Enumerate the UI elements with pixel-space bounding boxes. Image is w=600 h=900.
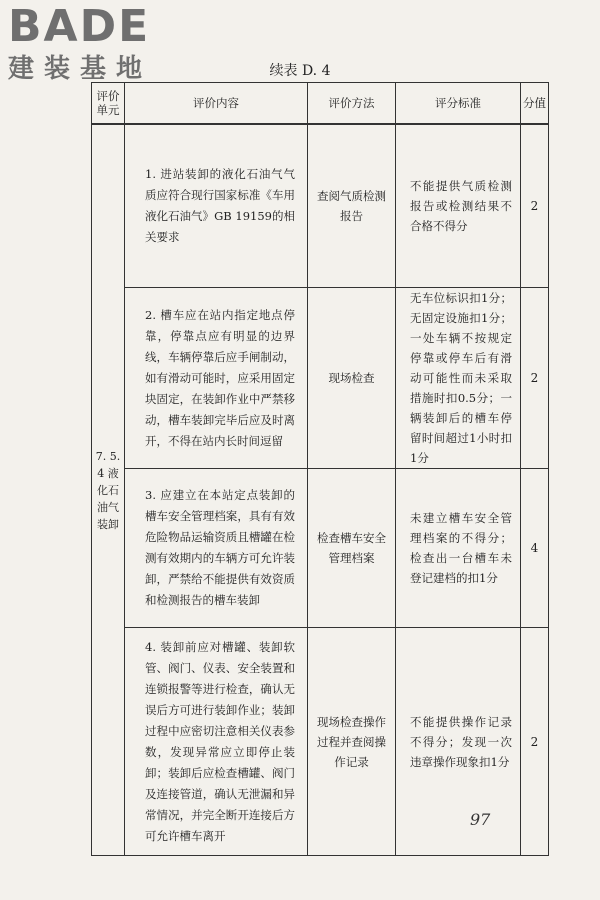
header-method: 评价方法	[308, 83, 396, 125]
table-header-row	[92, 83, 549, 125]
table-row	[92, 469, 549, 628]
page-number: 97	[470, 810, 491, 829]
table-row	[92, 124, 549, 288]
score-cell: 2	[521, 124, 549, 288]
header-standard: 评分标准	[396, 83, 521, 125]
score-cell: 4	[521, 469, 549, 628]
content-cell: 2. 槽车应在站内指定地点停靠，停靠点应有明显的边界线，车辆停靠后应手闸制动，如有滑动可能时，应采用固定块固定，在装卸作业中严禁移动，槽车装卸完毕后应及时离开，不得在站内长时间逗留	[125, 288, 308, 469]
logo-subtitle: 建装基地	[8, 54, 153, 84]
header-score: 分值	[521, 83, 549, 125]
header-content: 评价内容	[125, 83, 308, 125]
logo	[8, 1, 178, 94]
method-cell: 检查槽车安全管理档案	[308, 469, 396, 628]
method-cell: 现场检查操作过程并查阅操作记录	[308, 628, 396, 856]
table-caption: 续表 D. 4	[269, 63, 331, 79]
evaluation-table	[91, 82, 549, 856]
logo-wordmark: BADE	[8, 1, 151, 52]
standard-cell: 不能提供操作记录不得分；发现一次违章操作现象扣1分	[396, 628, 521, 856]
score-cell: 2	[521, 628, 549, 856]
standard-cell: 无车位标识扣1分；无固定设施扣1分；一处车辆不按规定停靠或停车后有滑动可能性而未采取措施时扣0.5分；一辆装卸后的槽车停留时间超过1小时扣1分	[396, 288, 521, 469]
score-cell: 2	[521, 288, 549, 469]
header-unit: 评价单元	[92, 83, 125, 125]
table-row	[92, 288, 549, 469]
standard-cell: 未建立槽车安全管理档案的不得分；检查出一台槽车未登记建档的扣1分	[396, 469, 521, 628]
content-cell: 1. 进站装卸的液化石油气气质应符合现行国家标准《车用液化石油气》GB 19159的相关要求	[125, 124, 308, 288]
standard-cell: 不能提供气质检测报告或检测结果不合格不得分	[396, 124, 521, 288]
content-cell: 3. 应建立在本站定点装卸的槽车安全管理档案，具有有效危险物品运输资质且槽罐在检测有效期内的车辆方可允许装卸，严禁给不能提供有效资质和检测报告的槽车装卸	[125, 469, 308, 628]
content-cell: 4. 装卸前应对槽罐、装卸软管、阀门、仪表、安全装置和连锁报警等进行检查，确认无误后方可进行装卸作业；装卸过程中应密切注意相关仪表参数，发现异常应立即停止装卸；装卸后应检查槽罐、阀门及连接管道，确认无泄漏和异常情况，并完全断开连接后方可允许槽车离开	[125, 628, 308, 856]
method-cell: 查阅气质检测报告	[308, 124, 396, 288]
evaluation-unit-cell: 7. 5. 4 液化石油气装卸	[92, 124, 125, 856]
method-cell: 现场检查	[308, 288, 396, 469]
